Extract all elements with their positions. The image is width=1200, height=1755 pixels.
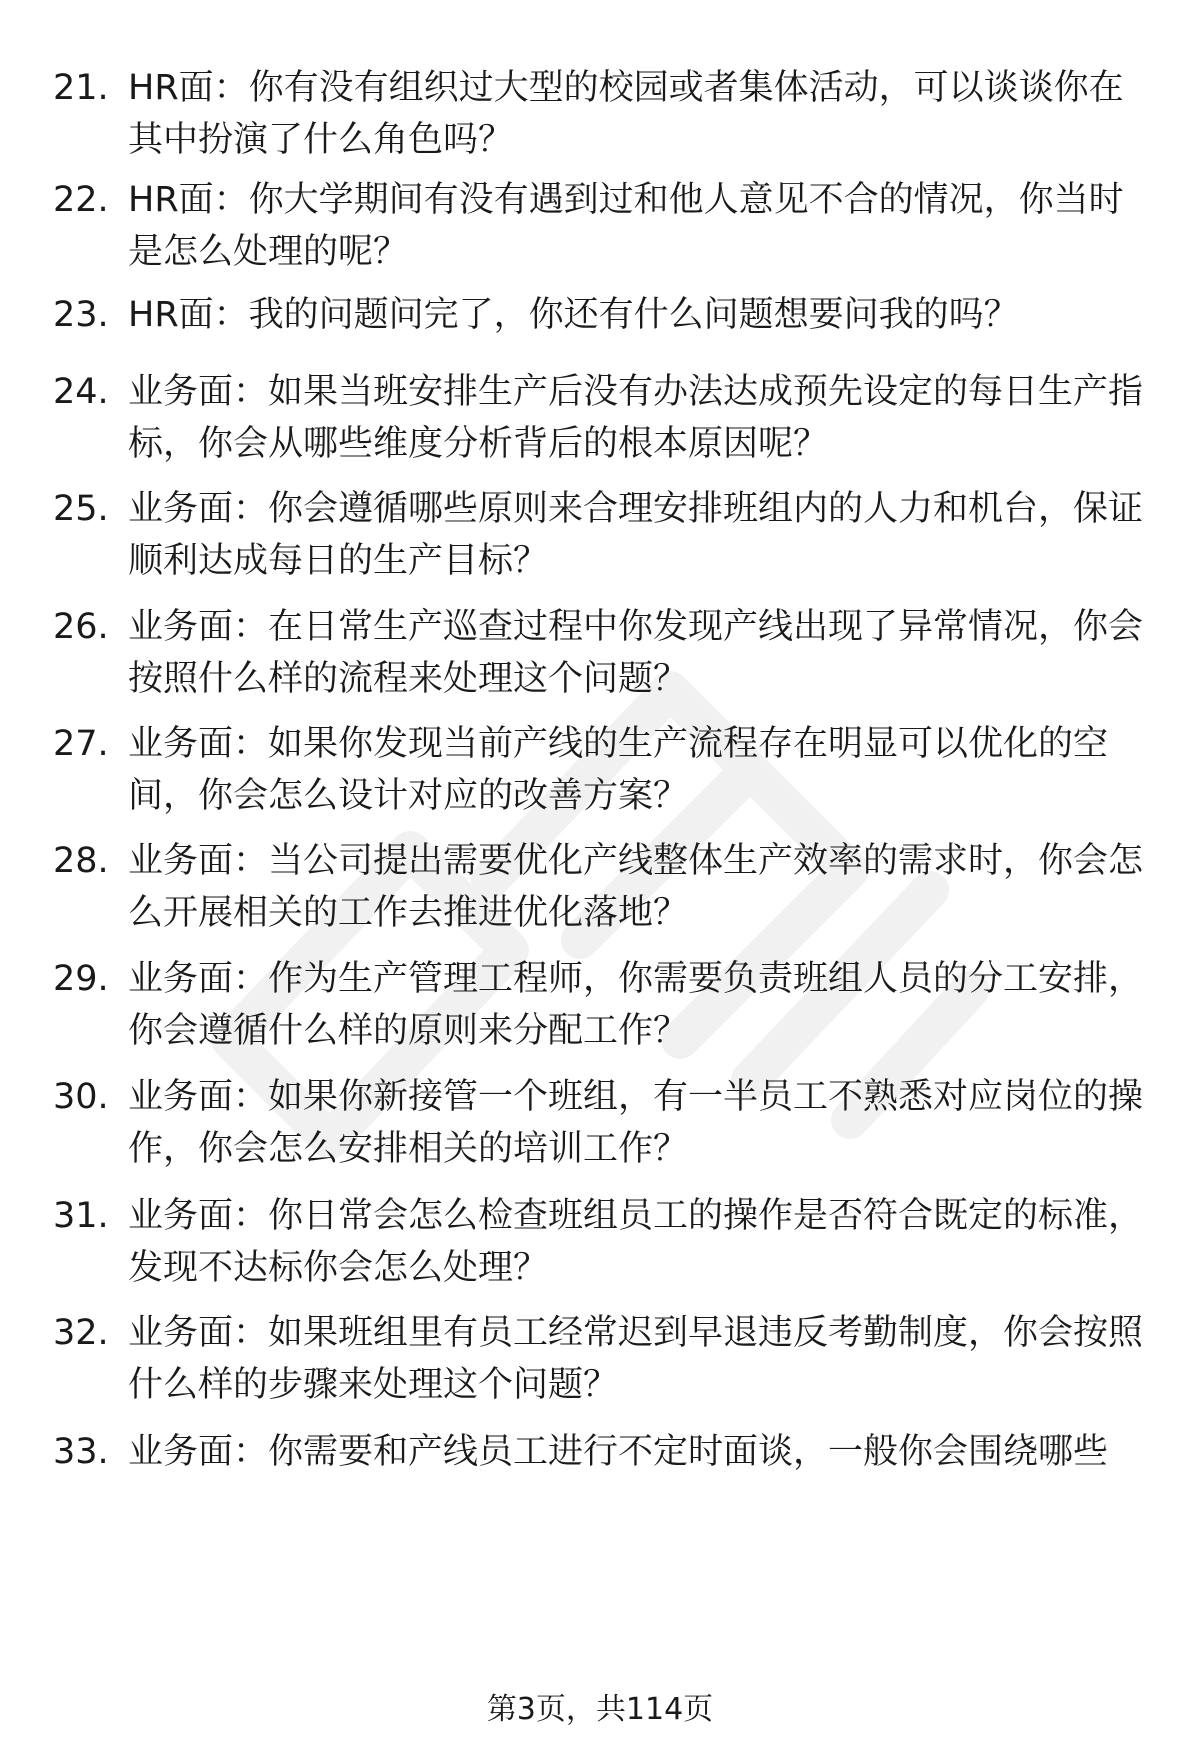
question-text: 业务面：你会遵循哪些原则来合理安排班组内的人力和机台，保证顺利达成每日的生产目标？ — [128, 489, 1144, 581]
question-text: 业务面：当公司提出需要优化产线整体生产效率的需求时，你会怎么开展相关的工作去推进优化落地？ — [128, 841, 1144, 933]
question-text: 业务面：你需要和产线员工进行不定时面谈，一般你会围绕哪些 — [128, 1432, 1109, 1472]
question-number: 22. — [53, 180, 109, 220]
question-number: 32. — [53, 1313, 109, 1353]
question-text: 业务面：作为生产管理工程师，你需要负责班组人员的分工安排，你会遵循什么样的原则来分配工作？ — [128, 959, 1144, 1051]
question-number: 28. — [53, 841, 109, 881]
page-number: 第3页，共114页 — [486, 1692, 714, 1727]
question-text: 业务面：如果当班安排生产后没有办法达成预先设定的每日生产指标，你会从哪些维度分析背后的根本原因呢？ — [128, 372, 1144, 464]
question-text: 业务面：如果你发现当前产线的生产流程存在明显可以优化的空间，你会怎么设计对应的改善方案？ — [128, 724, 1109, 816]
question-number: 25. — [53, 489, 109, 529]
question-number: 23. — [53, 295, 109, 335]
question-number: 27. — [53, 724, 109, 764]
question-text: HR面：你大学期间有没有遇到过和他人意见不合的情况，你当时是怎么处理的呢？ — [128, 180, 1124, 272]
question-number: 21. — [53, 68, 109, 108]
question-text: 业务面：如果班组里有员工经常迟到早退违反考勤制度，你会按照什么样的步骤来处理这个问题？ — [128, 1313, 1144, 1405]
question-number: 33. — [53, 1432, 109, 1472]
question-text: HR面：我的问题问完了，你还有什么问题想要问我的吗？ — [128, 295, 1019, 335]
question-text: HR面：你有没有组织过大型的校园或者集体活动，可以谈谈你在其中扮演了什么角色吗？ — [128, 68, 1124, 160]
question-text: 业务面：如果你新接管一个班组，有一半员工不熟悉对应岗位的操作，你会怎么安排相关的培训工作？ — [128, 1077, 1144, 1169]
question-number: 24. — [53, 372, 109, 412]
question-text: 业务面：在日常生产巡查过程中你发现产线出现了异常情况，你会按照什么样的流程来处理这个问题？ — [128, 607, 1144, 699]
question-number: 31. — [53, 1196, 109, 1236]
question-number: 29. — [53, 959, 109, 999]
question-number: 26. — [53, 607, 109, 647]
question-number: 30. — [53, 1077, 109, 1117]
question-text: 业务面：你日常会怎么检查班组员工的操作是否符合既定的标准，发现不达标你会怎么处理？ — [128, 1196, 1144, 1288]
